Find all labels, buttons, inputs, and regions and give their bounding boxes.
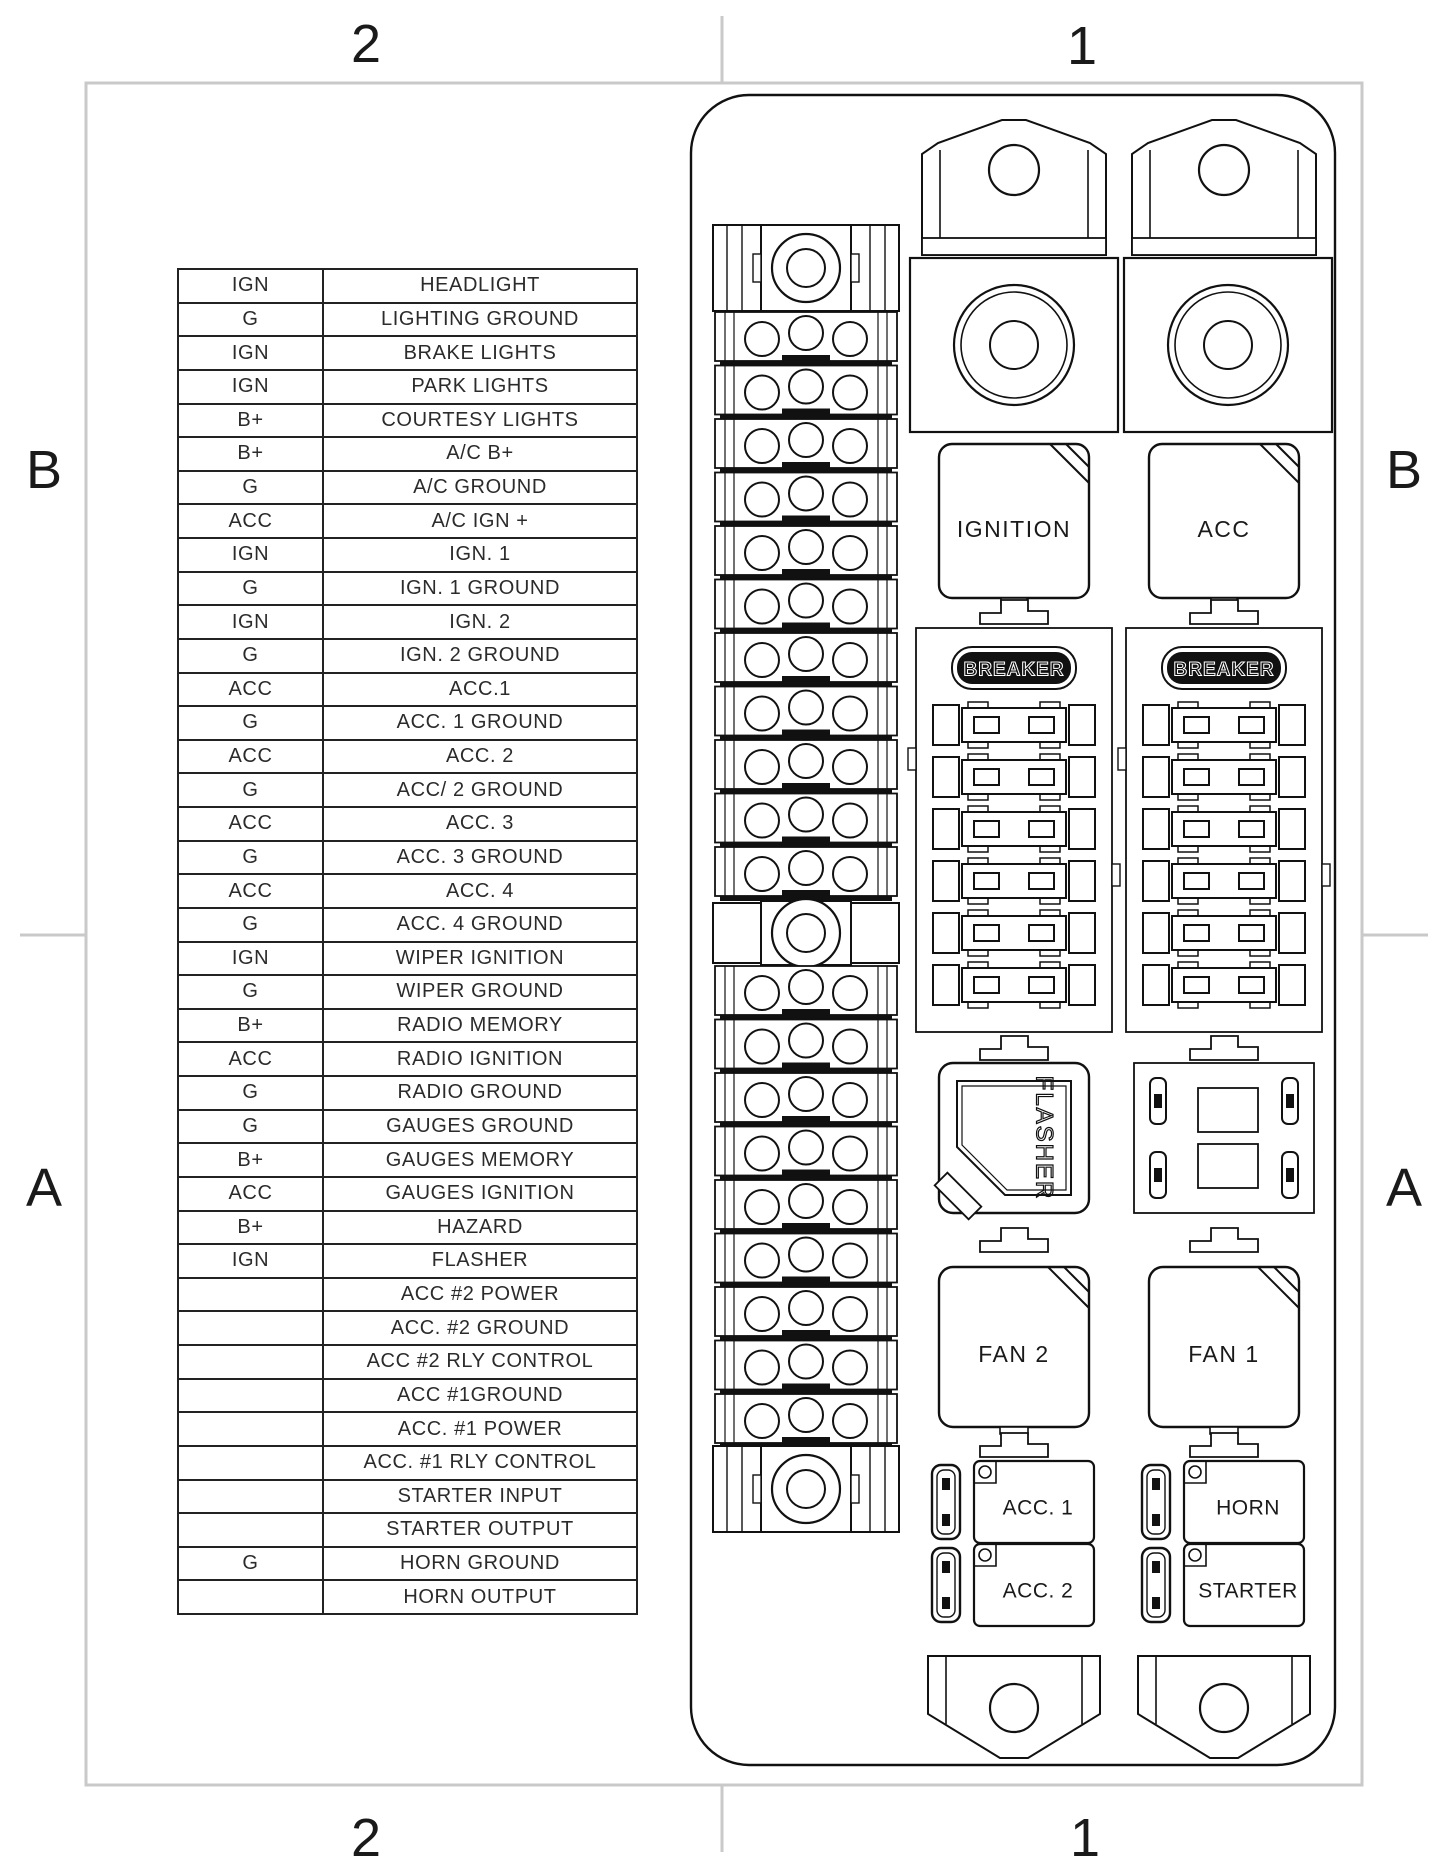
wire-label-cell: ACC. #1 POWER [397,1417,563,1440]
table-row [179,1176,636,1210]
flasher-module [935,1063,1089,1219]
zone-label-top-right: 1 [1066,16,1098,76]
table-row [179,1512,636,1546]
wire-type-cell: B+ [179,405,324,437]
terminal-row [715,1020,897,1074]
table-row [179,1310,636,1344]
table-row [179,1243,636,1277]
table-row [179,571,636,605]
wire-label-cell: HORN GROUND [400,1552,560,1575]
wire-label-cell: ACC. 3 [445,812,515,835]
wire-label-cell: RADIO GROUND [397,1081,563,1104]
table-row [179,369,636,403]
wire-type-cell: IGN [179,371,324,403]
wire-label-cell: ACC. 3 GROUND [396,845,564,868]
wire-label-cell: GAUGES IGNITION [385,1182,575,1205]
mounting-tab-top-right [1132,120,1316,255]
wire-label-cell: STARTER OUTPUT [386,1518,574,1541]
terminal-row [715,1394,897,1448]
wire-type-cell [179,1380,324,1412]
wire-label-cell: ACC. 4 [445,879,515,902]
wire-label-cell: WIPER GROUND [396,980,564,1003]
wire-type-cell: G [179,1111,324,1143]
wire-type-cell [179,1447,324,1479]
wire-label-cell: ACC. 4 GROUND [396,913,564,936]
terminal-strip-bottom-cap [713,1446,899,1532]
terminal-row [715,1127,897,1181]
table-row [179,772,636,806]
wire-type-cell: G [179,774,324,806]
fuse [933,858,1095,904]
wire-type-cell: ACC [179,741,324,773]
table-row [179,1008,636,1042]
acc-1-label: ACC. 1 [1002,1496,1074,1520]
table-row [179,1210,636,1244]
wire-type-cell [179,1481,324,1513]
wire-type-cell [179,1413,324,1445]
fuse [1143,910,1305,956]
wire-label-cell: ACC. 1 GROUND [396,711,564,734]
wire-type-cell [179,1279,324,1311]
wire-label-cell: ACC #1GROUND [396,1383,564,1406]
wire-label-cell: GAUGES MEMORY [385,1148,575,1171]
wire-type-cell: ACC [179,674,324,706]
terminal-row [715,847,897,901]
breaker-left-label: BREAKER [963,659,1065,681]
table-row [179,1445,636,1479]
table-row [179,1378,636,1412]
horn-label: HORN [1216,1496,1280,1520]
wire-label-cell: HEADLIGHT [420,274,540,297]
terminal-row [715,1287,897,1341]
wire-label-cell: LIGHTING GROUND [381,307,579,330]
wire-label-cell: GAUGES GROUND [386,1114,574,1137]
terminal-strip-top-cap [713,225,899,311]
table-row [179,1277,636,1311]
wiring-table [177,268,638,1615]
fuse [933,754,1095,800]
zone-label-bottom-left: 2 [350,1808,382,1868]
terminal-row [715,366,897,420]
zone-label-left-lower: A [25,1158,63,1218]
terminal-row [715,966,897,1020]
wire-label-cell: STARTER INPUT [397,1484,563,1507]
wire-label-cell: FLASHER [431,1249,529,1272]
wire-label-cell: WIPER IGNITION [395,946,565,969]
table-row [179,302,636,336]
table-row [179,739,636,773]
fuse [933,962,1095,1008]
table-row [179,873,636,907]
wire-type-cell: IGN [179,270,324,302]
zone-label-bottom-right: 1 [1069,1808,1101,1868]
table-row [179,503,636,537]
acc-label: ACC [1197,516,1251,542]
fan-2-label: FAN 2 [978,1341,1050,1367]
wire-type-cell [179,1346,324,1378]
terminal-row [715,419,897,473]
fuse [933,910,1095,956]
table-row [179,1075,636,1109]
wire-type-cell: G [179,640,324,672]
zone-label-left-upper: B [25,440,63,500]
wire-label-cell: A/C IGN + [431,509,529,532]
wire-label-cell: ACC/ 2 GROUND [396,778,564,801]
terminal-strip-mid-standoff [713,899,899,967]
wire-type-cell: G [179,1077,324,1109]
table-row [179,672,636,706]
fan-1-label: FAN 1 [1188,1341,1260,1367]
ignition-label: IGNITION [956,516,1072,542]
terminal-row [715,794,897,848]
fuse [933,702,1095,748]
wire-type-cell: B+ [179,438,324,470]
table-row [179,335,636,369]
wire-label-cell: PARK LIGHTS [411,375,549,398]
terminal-row [715,473,897,527]
fuse [1143,754,1305,800]
fuse [933,806,1095,852]
table-row [179,1579,636,1613]
wire-type-cell [179,1312,324,1344]
starter-label: STARTER [1198,1579,1298,1603]
wire-type-cell: IGN [179,1245,324,1277]
wire-type-cell: G [179,472,324,504]
wire-type-cell: G [179,304,324,336]
wire-type-cell: ACC [179,808,324,840]
breaker-right-label: BREAKER [1173,659,1275,681]
wire-type-cell: ACC [179,1043,324,1075]
acc-2-label: ACC. 2 [1002,1579,1074,1603]
table-row [179,1411,636,1445]
wire-type-cell: G [179,707,324,739]
table-row [179,806,636,840]
wire-type-cell: IGN [179,943,324,975]
terminal-row [715,687,897,741]
wire-type-cell: G [179,842,324,874]
table-row [179,1109,636,1143]
wire-label-cell: IGN. 1 [449,543,511,566]
fuse [1143,858,1305,904]
wire-label-cell: A/C B+ [446,442,514,465]
wire-type-cell: ACC [179,505,324,537]
wire-type-cell [179,1581,324,1613]
relay-socket-flasher-row [1134,1063,1314,1213]
wire-type-cell: G [179,1548,324,1580]
wire-type-cell: ACC [179,1178,324,1210]
table-row [179,941,636,975]
table-row [179,907,636,941]
wire-label-cell: RADIO IGNITION [396,1047,564,1070]
terminal-row [715,580,897,634]
wire-type-cell: B+ [179,1212,324,1244]
terminal-row [715,1341,897,1395]
table-row [179,1546,636,1580]
table-row [179,1344,636,1378]
fuse [1143,702,1305,748]
terminal-row [715,526,897,580]
zone-label-right-lower: A [1385,1158,1423,1218]
terminal-strip [713,225,899,1532]
zone-label-right-upper: B [1385,440,1423,500]
relay-socket-right [1124,258,1332,432]
terminal-row [715,312,897,366]
terminal-row [715,633,897,687]
wire-label-cell: A/C GROUND [413,476,547,499]
wire-type-cell: IGN [179,337,324,369]
wire-label-cell: IGN. 1 GROUND [399,576,561,599]
terminal-row [715,740,897,794]
table-row [179,270,636,302]
wire-type-cell: IGN [179,606,324,638]
table-row [179,1041,636,1075]
table-row [179,705,636,739]
wire-label-cell: ACC. #1 RLY CONTROL [363,1451,597,1474]
terminal-row [715,1234,897,1288]
wire-type-cell: ACC [179,875,324,907]
terminal-row [715,1180,897,1234]
terminal-row [715,1073,897,1127]
wire-label-cell: ACC #2 POWER [400,1283,560,1306]
table-row [179,470,636,504]
wire-label-cell: ACC. 2 [445,745,515,768]
wire-label-cell: ACC #2 RLY CONTROL [366,1350,594,1373]
wire-type-cell: B+ [179,1144,324,1176]
wire-type-cell [179,1514,324,1546]
wire-type-cell: IGN [179,539,324,571]
wire-label-cell: IGN. 2 [449,610,511,633]
wire-label-cell: ACC. #2 GROUND [390,1316,570,1339]
wire-label-cell: BRAKE LIGHTS [403,341,557,364]
wire-type-cell: G [179,573,324,605]
starter-fuse-connector [1142,1548,1170,1622]
wire-type-cell: B+ [179,1010,324,1042]
table-row [179,403,636,437]
zone-label-top-left: 2 [350,14,382,74]
wire-type-cell: G [179,909,324,941]
table-row [179,1479,636,1513]
table-row [179,537,636,571]
table-row [179,974,636,1008]
horn-fuse-connector [1142,1465,1170,1539]
wire-label-cell: HORN OUTPUT [403,1585,557,1608]
wire-type-cell: G [179,976,324,1008]
acc-1-fuse-connector [932,1465,960,1539]
fuse [1143,806,1305,852]
wire-label-cell: IGN. 2 GROUND [399,644,561,667]
wire-label-cell: HAZARD [437,1215,523,1238]
table-row [179,1142,636,1176]
table-row [179,436,636,470]
acc-2-fuse-connector [932,1548,960,1622]
table-row [179,638,636,672]
wire-label-cell: COURTESY LIGHTS [381,408,579,431]
relay-socket-left [910,258,1118,432]
flasher-label: FLASHER [1030,1075,1058,1201]
table-row [179,840,636,874]
wire-label-cell: RADIO MEMORY [397,1014,563,1037]
fuse [1143,962,1305,1008]
mounting-tab-top-left [922,120,1106,255]
wire-label-cell: ACC.1 [449,677,511,700]
table-row [179,604,636,638]
